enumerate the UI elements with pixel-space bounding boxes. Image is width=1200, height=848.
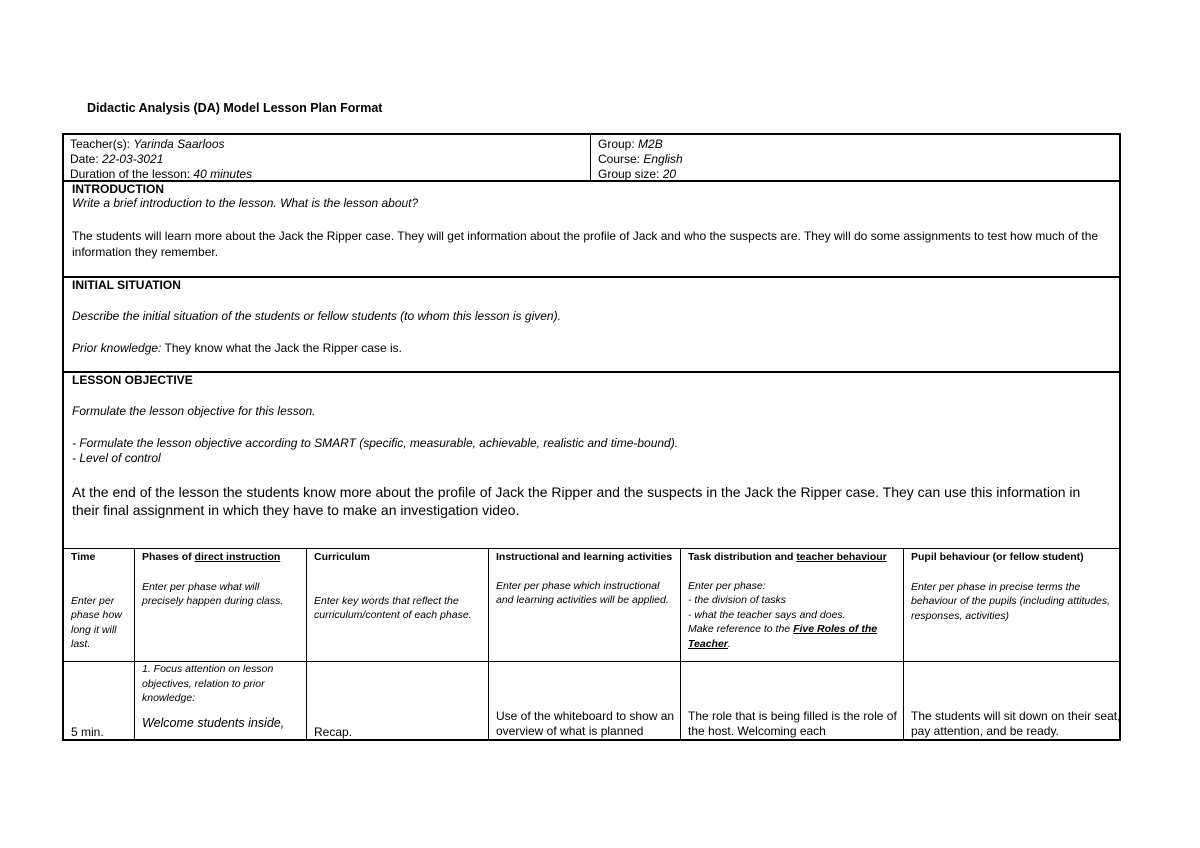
lesson-objective-prompt: Formulate the lesson objective for this lesson. xyxy=(72,404,316,418)
introduction-heading: INTRODUCTION xyxy=(72,182,164,196)
col-divider xyxy=(488,548,489,739)
lesson-phase-table xyxy=(62,548,1121,741)
initial-situation-prompt: Describe the initial situation of the students or fellow students (to whom this lesson is given). xyxy=(72,309,561,323)
five-roles-link[interactable]: Five Roles of the Teacher xyxy=(688,623,878,650)
course-line: Course: English xyxy=(598,152,683,166)
row1-task: The role that is being filled is the role of the host. Welcoming each xyxy=(688,709,897,738)
table-top-border xyxy=(64,548,1119,549)
row1-phase: 1. Focus attention on lesson objectives, relation to prior knowledge: Welcome students inside, xyxy=(142,663,285,730)
group-info xyxy=(598,137,683,182)
introduction-prompt: Write a brief introduction to the lesson. What is the lesson about? xyxy=(72,196,419,210)
initial-situation-section xyxy=(62,278,1121,373)
col-divider xyxy=(134,548,135,739)
teacher-info xyxy=(70,137,252,182)
group-size-line: Group size: 20 xyxy=(598,167,677,181)
header-curriculum: Curriculum Enter key words that reflect the curriculum/content of each phase. xyxy=(314,551,472,621)
col-divider xyxy=(680,548,681,739)
header-time: Time Enter per phase how long it will last. xyxy=(71,551,122,650)
lesson-info-block xyxy=(62,133,1121,182)
row1-pupil: The students will sit down on their seat, pay attention, and be ready. xyxy=(911,709,1121,738)
group-line: Group: M2B xyxy=(598,137,663,151)
lesson-objective-heading: LESSON OBJECTIVE xyxy=(72,373,193,387)
header-phases: Phases of direct instruction Enter per phase what will precisely happen during class. xyxy=(142,551,284,607)
row1-time: 5 min. xyxy=(71,725,104,739)
prior-knowledge: Prior knowledge: They know what the Jack the Ripper case is. xyxy=(72,341,402,355)
initial-situation-heading: INITIAL SITUATION xyxy=(72,278,181,292)
col-divider xyxy=(306,548,307,739)
duration-line: Duration of the lesson: 40 minutes xyxy=(70,167,253,181)
row1-activities: Use of the whiteboard to show an overview of what is planned xyxy=(496,709,675,738)
introduction-section xyxy=(62,182,1121,278)
control-note: - Level of control xyxy=(72,451,161,465)
document-title: Didactic Analysis (DA) Model Lesson Plan Format xyxy=(87,101,383,115)
info-divider xyxy=(590,135,591,182)
header-activities: Instructional and learning activities Enter per phase which instructional and learning activities will be applied. xyxy=(496,551,673,606)
smart-note: - Formulate the lesson objective according to SMART (specific, measurable, achievable, realistic and time-bound). xyxy=(72,436,679,450)
header-pupil-behaviour: Pupil behaviour (or fellow student) Enter per phase in precise terms the behaviour of the pupils (including attitudes, responses, activities) xyxy=(911,551,1111,622)
header-task-distribution: Task distribution and teacher behaviour Enter per phase: - the division of tasks - what the teacher says and does. Make reference to the Five Roles of the Teacher. xyxy=(688,551,887,650)
row1-curriculum: Recap. xyxy=(314,725,353,739)
lesson-objective-section xyxy=(62,373,1121,549)
date-line: Date: 22-03-3021 xyxy=(70,152,164,166)
teacher-line: Teacher(s): Yarinda Saarloos xyxy=(70,137,225,151)
introduction-text: The students will learn more about the Jack the Ripper case. They will get information about the profile of Jack and who the suspects are. They will do some assignments to test how much of the information they remember. xyxy=(72,229,1099,259)
lesson-objective-text: At the end of the lesson the students know more about the profile of Jack the Ripper and the suspects in the Jack the Ripper case. They can use this information in their final assignment in which they have to make an investigation video. xyxy=(72,484,1081,518)
col-divider xyxy=(903,548,904,739)
